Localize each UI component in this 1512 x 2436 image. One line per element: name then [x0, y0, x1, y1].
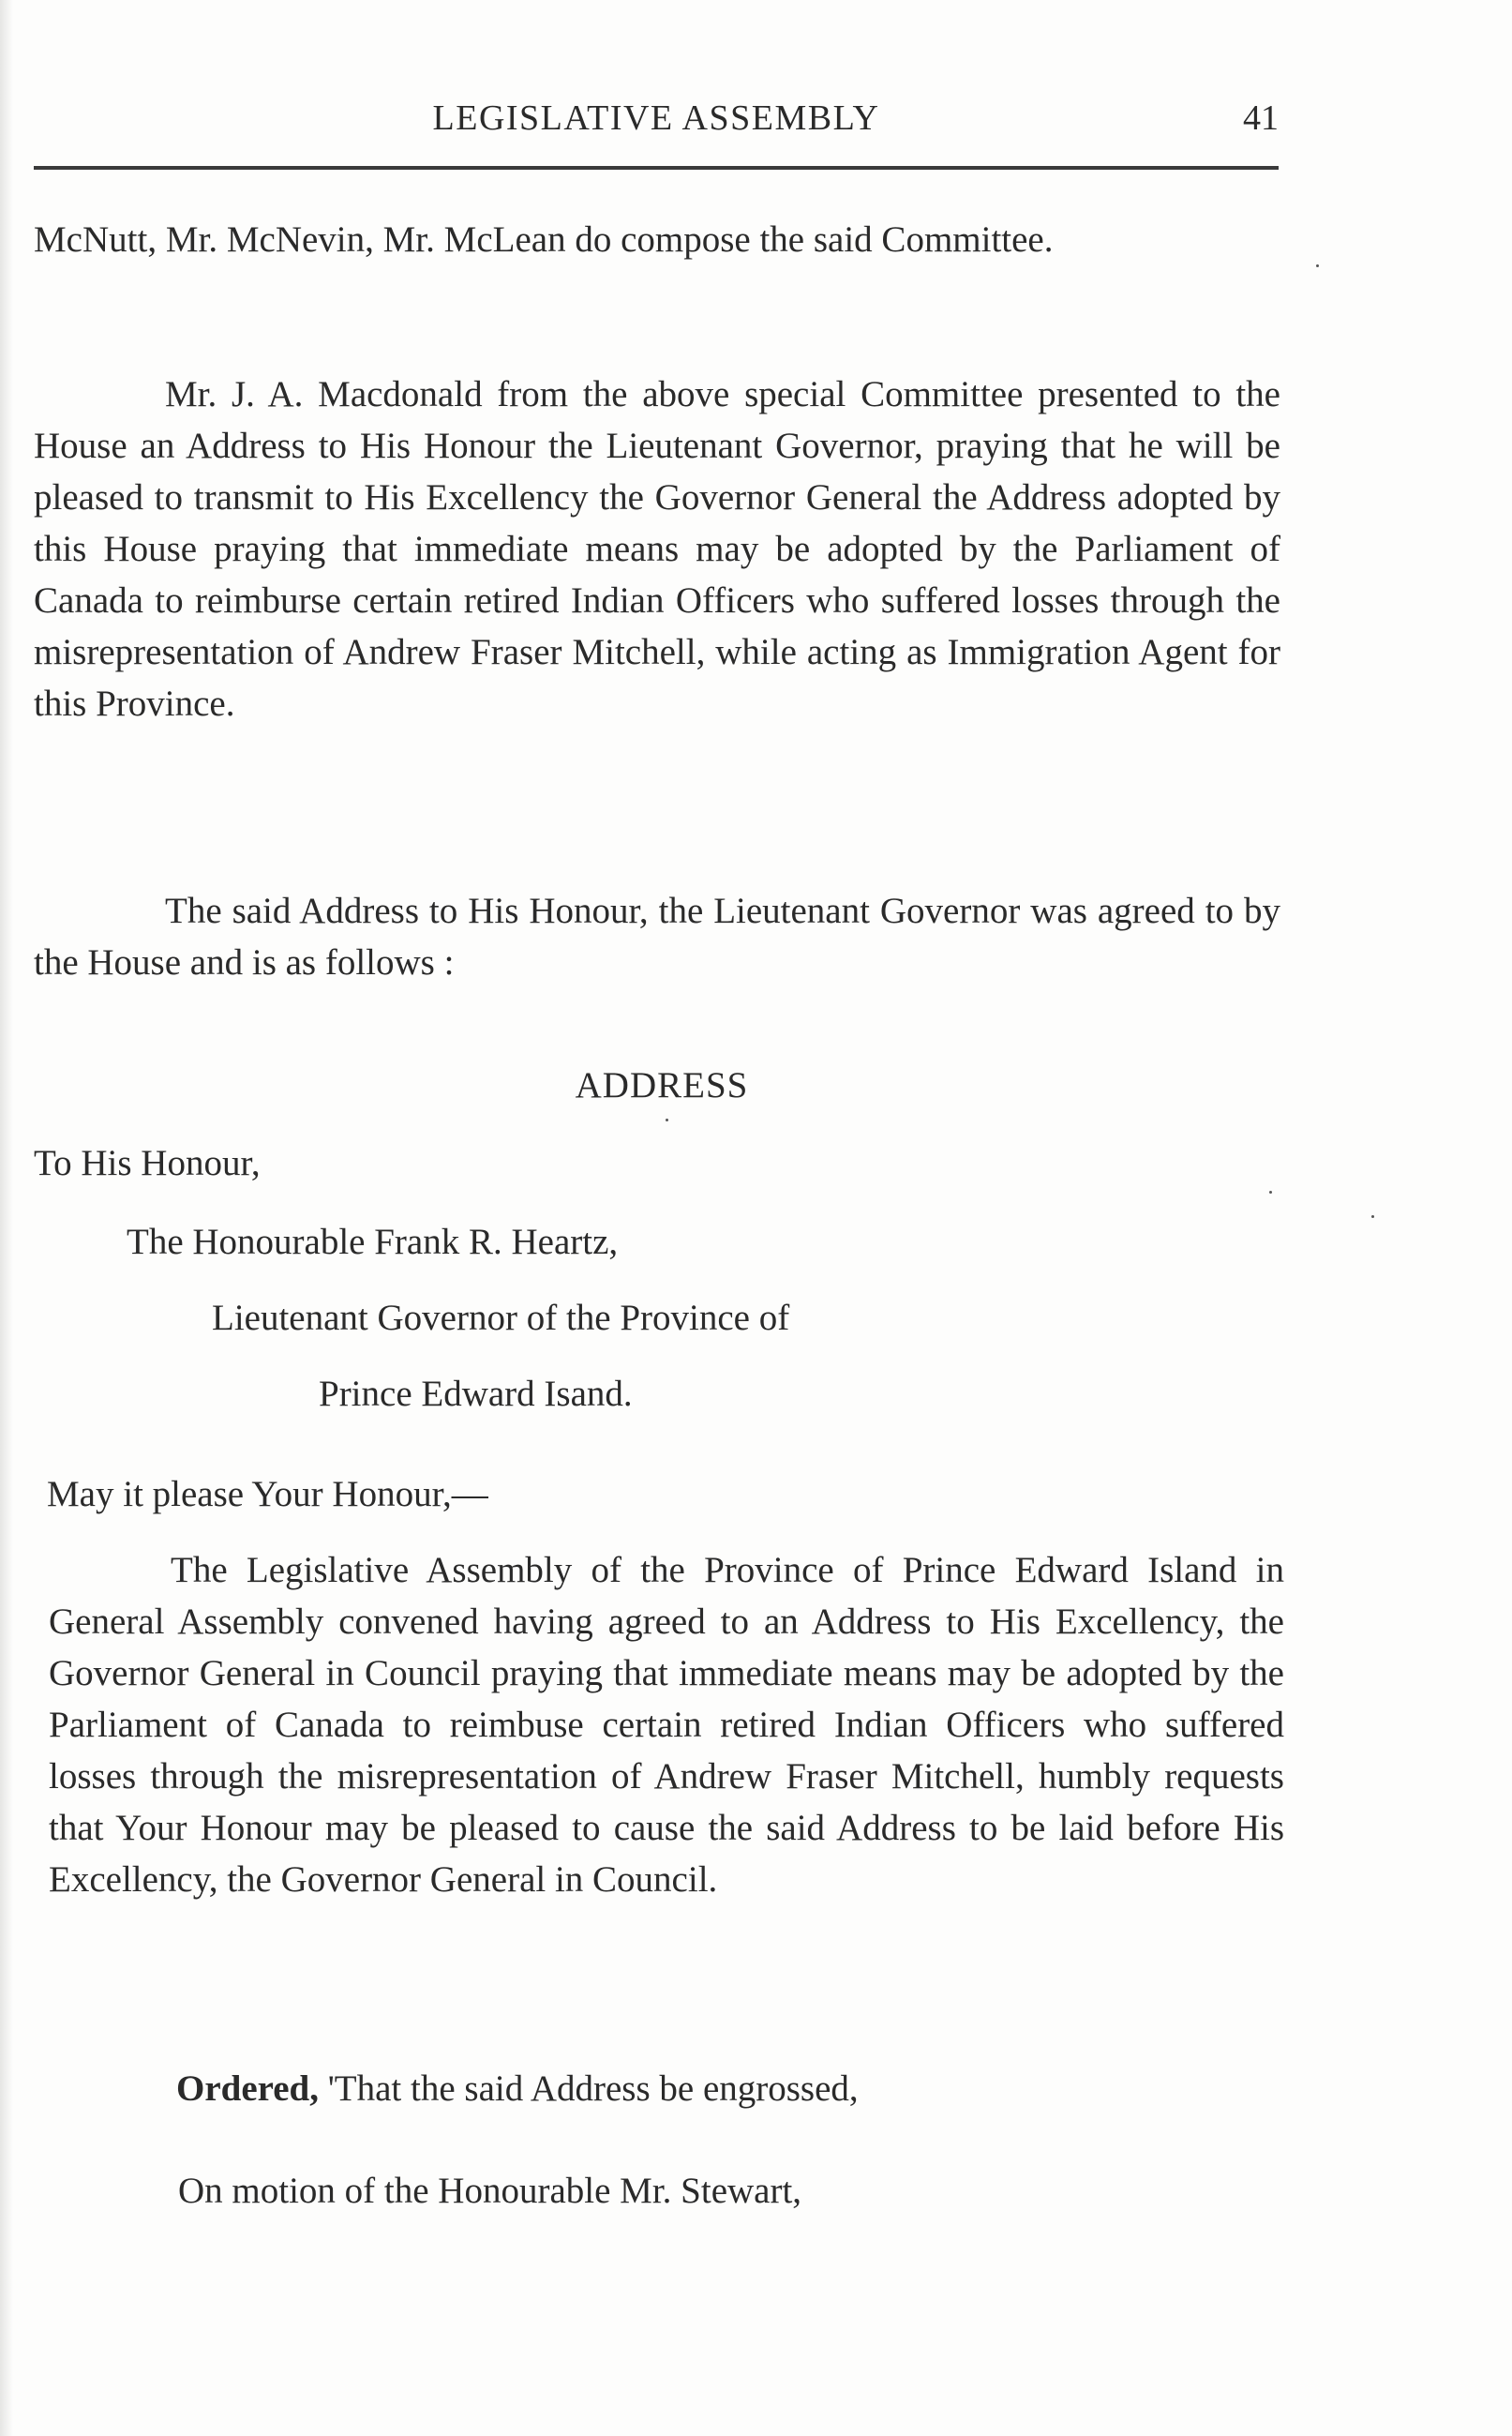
recipient-title: Lieutenant Governor of the Province of	[212, 1298, 790, 1338]
running-head: LEGISLATIVE ASSEMBLY	[432, 98, 880, 138]
address-heading: ADDRESS	[575, 1065, 749, 1105]
order-text: 'That the said Address be engrossed,	[319, 2068, 859, 2109]
report-paragraph: Mr. J. A. Macdonald from the above special Committee presented to the House an Address to His Honour the Lieutenant Governor, praying that he will be pleased to transmit to His Excellency the Governor General the Address adopted by this House praying that immediate means may be adopted by the Parliament of Canada to reimburse certain retired Indian Officers who suffered losses through the misrepresentation of Andrew Fraser Mitchell, while acting as Immigration Agent for this Province.	[34, 374, 1280, 724]
address-opening: May it please Your Honour,—	[47, 1474, 488, 1514]
recipient-name: The Honourable Frank R. Heartz,	[127, 1222, 619, 1262]
agreed-paragraph: The said Address to His Honour, the Lieutenant Governor was agreed to by the House and is as follows :	[34, 891, 1280, 983]
motion-line: On motion of the Honourable Mr. Stewart,	[178, 2171, 802, 2211]
page-number: 41	[1243, 98, 1279, 138]
header-rule	[34, 166, 1279, 170]
committee-continuation-paragraph: McNutt, Mr. McNevin, Mr. McLean do compose the said Committee.	[34, 219, 1054, 260]
address-salutation: To His Honour,	[34, 1143, 261, 1183]
print-speck	[1371, 1215, 1374, 1218]
address-body-paragraph: The Legislative Assembly of the Province of Prince Edward Island in General Assembly convened having agreed to an Address to His Excellency, the Governor General in Council praying that immediate means may be adopted by the Parliament of Canada to reimbuse certain retired Indian Officers who suffered losses through the misrepresentation of Andrew Fraser Mitchell, humbly requests that Your Honour may be pleased to cause the said Address to be laid before His Excellency, the Governor General in Council.	[49, 1550, 1284, 1900]
ordered-label: Ordered,	[176, 2068, 320, 2109]
recipient-province: Prince Edward Isand.	[319, 1374, 633, 1414]
order-line	[176, 2063, 859, 2114]
print-speck	[666, 1119, 668, 1121]
page-header	[34, 98, 1279, 154]
page-edge-shadow	[0, 0, 13, 2436]
print-speck	[1316, 264, 1319, 267]
print-speck	[1269, 1191, 1272, 1194]
